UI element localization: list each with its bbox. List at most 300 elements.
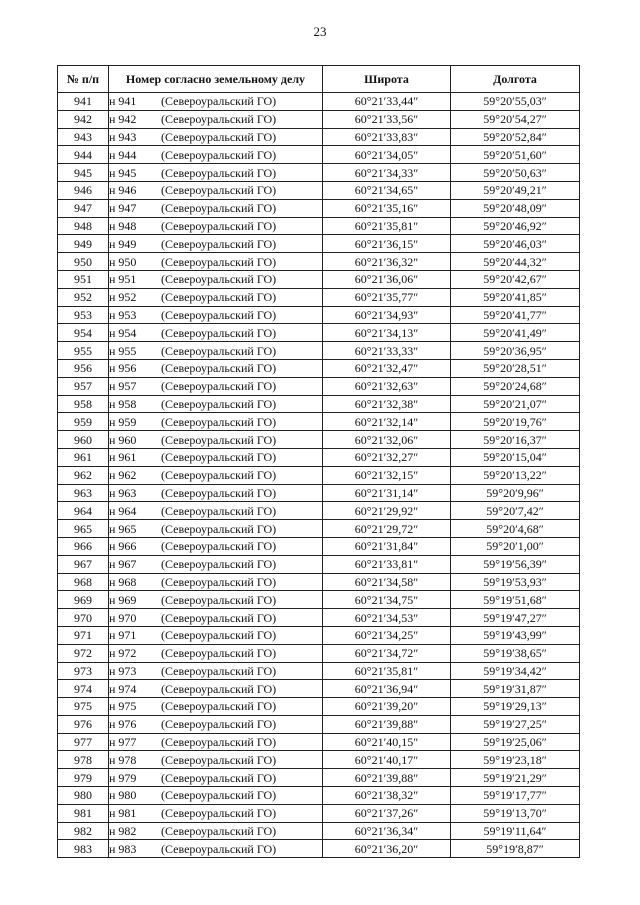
land-case-cell bbox=[109, 502, 323, 520]
land-case-cell bbox=[109, 822, 323, 840]
table-row bbox=[58, 591, 580, 609]
district-name: (Североуральский ГО) bbox=[161, 468, 277, 483]
longitude-cell: 59°20′46,03″ bbox=[451, 235, 580, 253]
district-name: (Североуральский ГО) bbox=[161, 94, 277, 109]
latitude-cell: 60°21′35,16″ bbox=[323, 199, 451, 217]
table-row bbox=[58, 377, 580, 395]
district-name: (Североуральский ГО) bbox=[161, 628, 277, 643]
longitude-cell: 59°20′9,96″ bbox=[451, 484, 580, 502]
row-number: 970 bbox=[58, 609, 109, 627]
district-name: (Североуральский ГО) bbox=[161, 450, 277, 465]
land-case-code: н 965 bbox=[109, 521, 137, 536]
latitude-cell: 60°21′34,33″ bbox=[323, 164, 451, 182]
longitude-cell: 59°19′38,65″ bbox=[451, 644, 580, 662]
longitude-cell: 59°20′41,49″ bbox=[451, 324, 580, 342]
land-case-cell bbox=[109, 662, 323, 680]
header-row bbox=[58, 66, 580, 93]
land-case-code: н 967 bbox=[109, 557, 137, 572]
land-case-cell bbox=[109, 448, 323, 466]
latitude-cell: 60°21′34,65″ bbox=[323, 181, 451, 199]
row-number: 977 bbox=[58, 733, 109, 751]
latitude-cell: 60°21′35,81″ bbox=[323, 662, 451, 680]
longitude-cell: 59°19′8,87″ bbox=[451, 840, 580, 858]
row-number: 949 bbox=[58, 235, 109, 253]
land-case-code: н 955 bbox=[109, 343, 137, 358]
land-case-code: н 948 bbox=[109, 218, 137, 233]
latitude-cell: 60°21′33,44″ bbox=[323, 93, 451, 111]
land-case-cell bbox=[109, 181, 323, 199]
district-name: (Североуральский ГО) bbox=[161, 610, 277, 625]
land-case-code: н 944 bbox=[109, 147, 137, 162]
land-case-code: н 964 bbox=[109, 503, 137, 518]
land-case-cell bbox=[109, 644, 323, 662]
table-row bbox=[58, 484, 580, 502]
longitude-cell: 59°19′31,87″ bbox=[451, 680, 580, 698]
longitude-cell: 59°20′36,95″ bbox=[451, 342, 580, 360]
table-row bbox=[58, 840, 580, 858]
table-row bbox=[58, 733, 580, 751]
row-number: 965 bbox=[58, 520, 109, 538]
district-name: (Североуральский ГО) bbox=[161, 592, 277, 607]
table-row bbox=[58, 822, 580, 840]
latitude-cell: 60°21′33,83″ bbox=[323, 128, 451, 146]
longitude-cell: 59°19′53,93″ bbox=[451, 573, 580, 591]
land-case-code: н 982 bbox=[109, 824, 137, 839]
land-case-code: н 952 bbox=[109, 290, 137, 305]
header-name: Номер согласно земельному делу bbox=[109, 66, 323, 93]
latitude-cell: 60°21′37,26″ bbox=[323, 804, 451, 822]
table-row bbox=[58, 787, 580, 805]
latitude-cell: 60°21′31,84″ bbox=[323, 537, 451, 555]
row-number: 947 bbox=[58, 199, 109, 217]
table-row bbox=[58, 537, 580, 555]
land-case-cell bbox=[109, 484, 323, 502]
latitude-cell: 60°21′40,15″ bbox=[323, 733, 451, 751]
longitude-cell: 59°20′15,04″ bbox=[451, 448, 580, 466]
district-name: (Североуральский ГО) bbox=[161, 663, 277, 678]
latitude-cell: 60°21′32,27″ bbox=[323, 448, 451, 466]
land-case-code: н 953 bbox=[109, 307, 137, 322]
row-number: 946 bbox=[58, 181, 109, 199]
latitude-cell: 60°21′34,25″ bbox=[323, 626, 451, 644]
latitude-cell: 60°21′29,92″ bbox=[323, 502, 451, 520]
latitude-cell: 60°21′32,38″ bbox=[323, 395, 451, 413]
table-row bbox=[58, 751, 580, 769]
table-row bbox=[58, 146, 580, 164]
longitude-cell: 59°20′24,68″ bbox=[451, 377, 580, 395]
land-case-code: н 969 bbox=[109, 592, 137, 607]
land-case-cell bbox=[109, 715, 323, 733]
row-number: 956 bbox=[58, 359, 109, 377]
longitude-cell: 59°20′1,00″ bbox=[451, 537, 580, 555]
land-case-cell bbox=[109, 698, 323, 716]
longitude-cell: 59°20′28,51″ bbox=[451, 359, 580, 377]
row-number: 981 bbox=[58, 804, 109, 822]
latitude-cell: 60°21′34,05″ bbox=[323, 146, 451, 164]
row-number: 979 bbox=[58, 769, 109, 787]
land-case-cell bbox=[109, 359, 323, 377]
longitude-cell: 59°20′4,68″ bbox=[451, 520, 580, 538]
row-number: 948 bbox=[58, 217, 109, 235]
table-row bbox=[58, 662, 580, 680]
latitude-cell: 60°21′36,32″ bbox=[323, 253, 451, 271]
row-number: 957 bbox=[58, 377, 109, 395]
latitude-cell: 60°21′36,15″ bbox=[323, 235, 451, 253]
land-case-code: н 971 bbox=[109, 628, 137, 643]
land-case-code: н 960 bbox=[109, 432, 137, 447]
land-case-cell bbox=[109, 733, 323, 751]
page-number: 23 bbox=[313, 24, 327, 39]
table-row bbox=[58, 288, 580, 306]
land-case-code: н 958 bbox=[109, 396, 137, 411]
table-body bbox=[58, 93, 580, 858]
table-row bbox=[58, 217, 580, 235]
land-case-cell bbox=[109, 804, 323, 822]
row-number: 978 bbox=[58, 751, 109, 769]
longitude-cell: 59°19′11,64″ bbox=[451, 822, 580, 840]
row-number: 976 bbox=[58, 715, 109, 733]
land-case-code: н 945 bbox=[109, 165, 137, 180]
district-name: (Североуральский ГО) bbox=[161, 503, 277, 518]
latitude-cell: 60°21′34,93″ bbox=[323, 306, 451, 324]
land-case-code: н 946 bbox=[109, 183, 137, 198]
longitude-cell: 59°20′54,27″ bbox=[451, 110, 580, 128]
table-row bbox=[58, 626, 580, 644]
table-row bbox=[58, 395, 580, 413]
latitude-cell: 60°21′31,14″ bbox=[323, 484, 451, 502]
district-name: (Североуральский ГО) bbox=[161, 254, 277, 269]
land-case-cell bbox=[109, 288, 323, 306]
district-name: (Североуральский ГО) bbox=[161, 735, 277, 750]
latitude-cell: 60°21′34,75″ bbox=[323, 591, 451, 609]
table-row bbox=[58, 359, 580, 377]
table-row bbox=[58, 698, 580, 716]
row-number: 951 bbox=[58, 270, 109, 288]
row-number: 983 bbox=[58, 840, 109, 858]
longitude-cell: 59°19′51,68″ bbox=[451, 591, 580, 609]
district-name: (Североуральский ГО) bbox=[161, 112, 277, 127]
row-number: 961 bbox=[58, 448, 109, 466]
land-case-cell bbox=[109, 680, 323, 698]
land-case-code: н 950 bbox=[109, 254, 137, 269]
district-name: (Североуральский ГО) bbox=[161, 414, 277, 429]
land-case-cell bbox=[109, 270, 323, 288]
land-case-cell bbox=[109, 164, 323, 182]
district-name: (Североуральский ГО) bbox=[161, 432, 277, 447]
table-row bbox=[58, 448, 580, 466]
longitude-cell: 59°20′41,77″ bbox=[451, 306, 580, 324]
longitude-cell: 59°20′50,63″ bbox=[451, 164, 580, 182]
longitude-cell: 59°19′25,06″ bbox=[451, 733, 580, 751]
latitude-cell: 60°21′36,06″ bbox=[323, 270, 451, 288]
district-name: (Североуральский ГО) bbox=[161, 325, 277, 340]
header-latitude: Широта bbox=[323, 66, 451, 93]
land-case-cell bbox=[109, 342, 323, 360]
row-number: 944 bbox=[58, 146, 109, 164]
district-name: (Североуральский ГО) bbox=[161, 557, 277, 572]
land-case-code: н 977 bbox=[109, 735, 137, 750]
land-case-code: н 949 bbox=[109, 236, 137, 251]
longitude-cell: 59°20′55,03″ bbox=[451, 93, 580, 111]
longitude-cell: 59°19′27,25″ bbox=[451, 715, 580, 733]
district-name: (Североуральский ГО) bbox=[161, 574, 277, 589]
longitude-cell: 59°19′23,18″ bbox=[451, 751, 580, 769]
row-number: 955 bbox=[58, 342, 109, 360]
district-name: (Североуральский ГО) bbox=[161, 717, 277, 732]
latitude-cell: 60°21′39,20″ bbox=[323, 698, 451, 716]
table-row bbox=[58, 769, 580, 787]
district-name: (Североуральский ГО) bbox=[161, 824, 277, 839]
land-case-cell bbox=[109, 591, 323, 609]
table-row bbox=[58, 555, 580, 573]
longitude-cell: 59°19′13,70″ bbox=[451, 804, 580, 822]
land-case-code: н 976 bbox=[109, 717, 137, 732]
latitude-cell: 60°21′32,14″ bbox=[323, 413, 451, 431]
table-row bbox=[58, 342, 580, 360]
row-number: 952 bbox=[58, 288, 109, 306]
row-number: 958 bbox=[58, 395, 109, 413]
longitude-cell: 59°19′47,27″ bbox=[451, 609, 580, 627]
latitude-cell: 60°21′32,47″ bbox=[323, 359, 451, 377]
district-name: (Североуральский ГО) bbox=[161, 147, 277, 162]
latitude-cell: 60°21′36,34″ bbox=[323, 822, 451, 840]
table-row bbox=[58, 128, 580, 146]
district-name: (Североуральский ГО) bbox=[161, 841, 277, 856]
district-name: (Североуральский ГО) bbox=[161, 165, 277, 180]
table-row bbox=[58, 573, 580, 591]
district-name: (Североуральский ГО) bbox=[161, 770, 277, 785]
land-case-code: н 951 bbox=[109, 272, 137, 287]
land-case-code: н 966 bbox=[109, 539, 137, 554]
land-case-cell bbox=[109, 573, 323, 591]
latitude-cell: 60°21′34,53″ bbox=[323, 609, 451, 627]
land-case-cell bbox=[109, 537, 323, 555]
land-case-code: н 968 bbox=[109, 574, 137, 589]
land-case-cell bbox=[109, 413, 323, 431]
land-case-code: н 979 bbox=[109, 770, 137, 785]
latitude-cell: 60°21′33,81″ bbox=[323, 555, 451, 573]
land-case-cell bbox=[109, 751, 323, 769]
longitude-cell: 59°20′48,09″ bbox=[451, 199, 580, 217]
coordinates-table bbox=[57, 65, 580, 858]
land-case-cell bbox=[109, 128, 323, 146]
district-name: (Североуральский ГО) bbox=[161, 272, 277, 287]
row-number: 964 bbox=[58, 502, 109, 520]
row-number: 945 bbox=[58, 164, 109, 182]
district-name: (Североуральский ГО) bbox=[161, 183, 277, 198]
longitude-cell: 59°20′51,60″ bbox=[451, 146, 580, 164]
latitude-cell: 60°21′35,77″ bbox=[323, 288, 451, 306]
land-case-cell bbox=[109, 431, 323, 449]
latitude-cell: 60°21′29,72″ bbox=[323, 520, 451, 538]
row-number: 941 bbox=[58, 93, 109, 111]
table-row bbox=[58, 235, 580, 253]
land-case-cell bbox=[109, 787, 323, 805]
district-name: (Североуральский ГО) bbox=[161, 218, 277, 233]
row-number: 975 bbox=[58, 698, 109, 716]
district-name: (Североуральский ГО) bbox=[161, 129, 277, 144]
table-row bbox=[58, 181, 580, 199]
table-row bbox=[58, 253, 580, 271]
land-case-code: н 941 bbox=[109, 94, 137, 109]
table-row bbox=[58, 680, 580, 698]
land-case-code: н 943 bbox=[109, 129, 137, 144]
land-case-code: н 956 bbox=[109, 361, 137, 376]
land-case-cell bbox=[109, 110, 323, 128]
district-name: (Североуральский ГО) bbox=[161, 699, 277, 714]
row-number: 943 bbox=[58, 128, 109, 146]
land-case-cell bbox=[109, 199, 323, 217]
table-row bbox=[58, 324, 580, 342]
district-name: (Североуральский ГО) bbox=[161, 236, 277, 251]
land-case-code: н 980 bbox=[109, 788, 137, 803]
land-case-cell bbox=[109, 840, 323, 858]
district-name: (Североуральский ГО) bbox=[161, 201, 277, 216]
land-case-code: н 962 bbox=[109, 468, 137, 483]
latitude-cell: 60°21′40,17″ bbox=[323, 751, 451, 769]
longitude-cell: 59°20′16,37″ bbox=[451, 431, 580, 449]
longitude-cell: 59°20′19,76″ bbox=[451, 413, 580, 431]
land-case-cell bbox=[109, 377, 323, 395]
district-name: (Североуральский ГО) bbox=[161, 681, 277, 696]
land-case-code: н 970 bbox=[109, 610, 137, 625]
row-number: 954 bbox=[58, 324, 109, 342]
row-number: 980 bbox=[58, 787, 109, 805]
longitude-cell: 59°20′44,32″ bbox=[451, 253, 580, 271]
latitude-cell: 60°21′35,81″ bbox=[323, 217, 451, 235]
latitude-cell: 60°21′33,56″ bbox=[323, 110, 451, 128]
row-number: 953 bbox=[58, 306, 109, 324]
latitude-cell: 60°21′39,88″ bbox=[323, 715, 451, 733]
header-num: № п/п bbox=[58, 66, 109, 93]
land-case-code: н 947 bbox=[109, 201, 137, 216]
longitude-cell: 59°20′42,67″ bbox=[451, 270, 580, 288]
district-name: (Североуральский ГО) bbox=[161, 379, 277, 394]
longitude-cell: 59°19′34,42″ bbox=[451, 662, 580, 680]
district-name: (Североуральский ГО) bbox=[161, 646, 277, 661]
land-case-cell bbox=[109, 306, 323, 324]
land-case-code: н 972 bbox=[109, 646, 137, 661]
land-case-cell bbox=[109, 466, 323, 484]
district-name: (Североуральский ГО) bbox=[161, 521, 277, 536]
land-case-code: н 963 bbox=[109, 485, 137, 500]
longitude-cell: 59°20′49,21″ bbox=[451, 181, 580, 199]
land-case-cell bbox=[109, 146, 323, 164]
land-case-code: н 983 bbox=[109, 841, 137, 856]
longitude-cell: 59°19′17,77″ bbox=[451, 787, 580, 805]
table-row bbox=[58, 715, 580, 733]
latitude-cell: 60°21′34,72″ bbox=[323, 644, 451, 662]
latitude-cell: 60°21′34,13″ bbox=[323, 324, 451, 342]
row-number: 963 bbox=[58, 484, 109, 502]
land-case-code: н 978 bbox=[109, 752, 137, 767]
row-number: 968 bbox=[58, 573, 109, 591]
district-name: (Североуральский ГО) bbox=[161, 396, 277, 411]
table-row bbox=[58, 609, 580, 627]
row-number: 950 bbox=[58, 253, 109, 271]
row-number: 959 bbox=[58, 413, 109, 431]
table-row bbox=[58, 306, 580, 324]
longitude-cell: 59°20′52,84″ bbox=[451, 128, 580, 146]
land-case-code: н 954 bbox=[109, 325, 137, 340]
latitude-cell: 60°21′32,06″ bbox=[323, 431, 451, 449]
row-number: 982 bbox=[58, 822, 109, 840]
land-case-cell bbox=[109, 609, 323, 627]
land-case-code: н 957 bbox=[109, 379, 137, 394]
district-name: (Североуральский ГО) bbox=[161, 290, 277, 305]
land-case-code: н 974 bbox=[109, 681, 137, 696]
latitude-cell: 60°21′38,32″ bbox=[323, 787, 451, 805]
latitude-cell: 60°21′36,94″ bbox=[323, 680, 451, 698]
row-number: 974 bbox=[58, 680, 109, 698]
land-case-code: н 942 bbox=[109, 112, 137, 127]
land-case-cell bbox=[109, 253, 323, 271]
row-number: 960 bbox=[58, 431, 109, 449]
district-name: (Североуральский ГО) bbox=[161, 485, 277, 500]
latitude-cell: 60°21′36,20″ bbox=[323, 840, 451, 858]
district-name: (Североуральский ГО) bbox=[161, 752, 277, 767]
district-name: (Североуральский ГО) bbox=[161, 307, 277, 322]
row-number: 971 bbox=[58, 626, 109, 644]
latitude-cell: 60°21′39,88″ bbox=[323, 769, 451, 787]
land-case-code: н 975 bbox=[109, 699, 137, 714]
table-row bbox=[58, 93, 580, 111]
table-row bbox=[58, 466, 580, 484]
land-case-cell bbox=[109, 395, 323, 413]
row-number: 962 bbox=[58, 466, 109, 484]
table-row bbox=[58, 502, 580, 520]
district-name: (Североуральский ГО) bbox=[161, 806, 277, 821]
row-number: 966 bbox=[58, 537, 109, 555]
land-case-code: н 973 bbox=[109, 663, 137, 678]
land-case-cell bbox=[109, 520, 323, 538]
district-name: (Североуральский ГО) bbox=[161, 539, 277, 554]
latitude-cell: 60°21′33,33″ bbox=[323, 342, 451, 360]
table-row bbox=[58, 804, 580, 822]
header-longitude: Долгота bbox=[451, 66, 580, 93]
land-case-cell bbox=[109, 93, 323, 111]
row-number: 969 bbox=[58, 591, 109, 609]
row-number: 967 bbox=[58, 555, 109, 573]
land-case-cell bbox=[109, 555, 323, 573]
table-row bbox=[58, 270, 580, 288]
district-name: (Североуральский ГО) bbox=[161, 788, 277, 803]
longitude-cell: 59°20′21,07″ bbox=[451, 395, 580, 413]
table-row bbox=[58, 199, 580, 217]
row-number: 973 bbox=[58, 662, 109, 680]
longitude-cell: 59°20′13,22″ bbox=[451, 466, 580, 484]
table-header bbox=[58, 66, 580, 93]
land-case-cell bbox=[109, 235, 323, 253]
table-row bbox=[58, 431, 580, 449]
row-number: 942 bbox=[58, 110, 109, 128]
table-row bbox=[58, 520, 580, 538]
land-case-code: н 981 bbox=[109, 806, 137, 821]
land-case-code: н 961 bbox=[109, 450, 137, 465]
row-number: 972 bbox=[58, 644, 109, 662]
district-name: (Североуральский ГО) bbox=[161, 343, 277, 358]
table-row bbox=[58, 644, 580, 662]
longitude-cell: 59°20′46,92″ bbox=[451, 217, 580, 235]
land-case-cell bbox=[109, 324, 323, 342]
table-row bbox=[58, 164, 580, 182]
longitude-cell: 59°20′7,42″ bbox=[451, 502, 580, 520]
latitude-cell: 60°21′32,15″ bbox=[323, 466, 451, 484]
latitude-cell: 60°21′32,63″ bbox=[323, 377, 451, 395]
table-row bbox=[58, 110, 580, 128]
longitude-cell: 59°19′43,99″ bbox=[451, 626, 580, 644]
land-case-code: н 959 bbox=[109, 414, 137, 429]
